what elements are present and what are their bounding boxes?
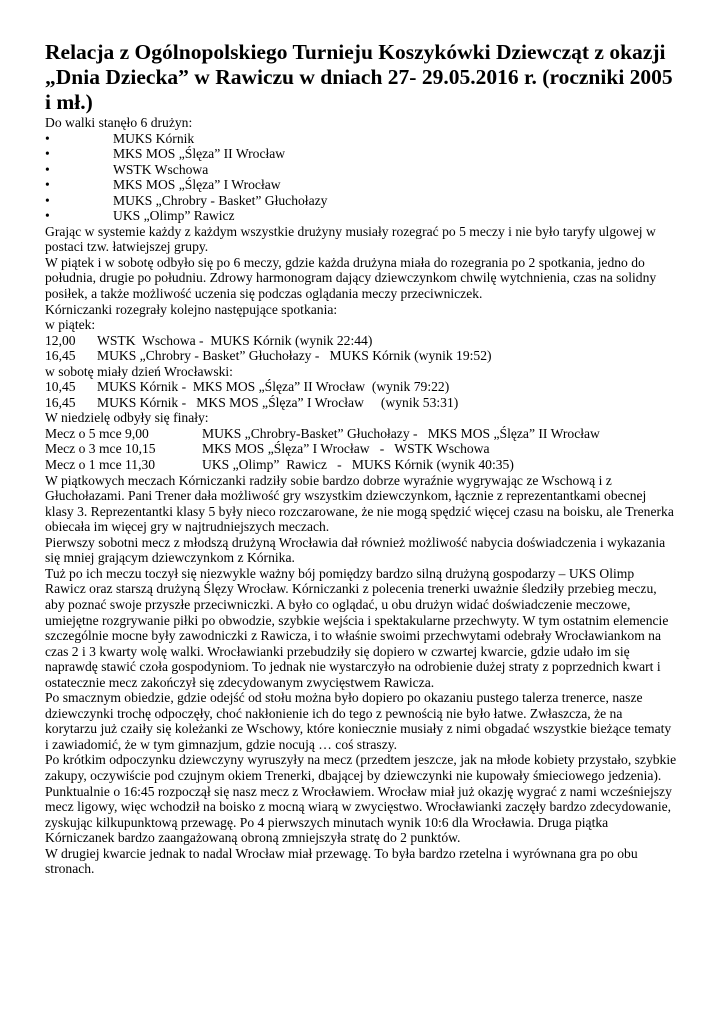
friday-label: w piątek: — [45, 317, 96, 333]
match-row — [45, 395, 677, 411]
final-text: MKS MOS „Ślęza” I Wrocław - WSTK Wschowa — [202, 441, 490, 457]
team-name: UKS „Olimp” Rawicz — [113, 208, 235, 224]
paragraph-2: Pierwszy sobotni mecz z młodszą drużyną Wrocławia dał również możliwość nabycia doświadczenia i wykazania się mniej grającym dziewczynkom z Kórnika. — [45, 534, 666, 566]
team-item — [45, 162, 677, 178]
paragraph-4: Po smacznym obiedzie, gdzie odejść od stołu można było dopiero po okazaniu pustego talerza trenerce, nasze dziewczynki trochę odpoczęły, choć nakłonienie ich do tego z pewnością nie było łatwe. Zwłaszcza, że na korytarzu już czaiły się koleżanki ze Wschowy, które koniecznie musiały z nimi obgadać wszystkie bieżące tematy i zawiadomić, że w tym gimnazjum, gdzie nocują … coś straszy. — [45, 690, 672, 752]
final-label: Mecz o 1 mce 11,30 — [45, 457, 156, 473]
team-item — [45, 177, 677, 193]
bullet-icon: • — [45, 130, 50, 146]
finals-list — [45, 426, 677, 473]
paragraph-5: Po krótkim odpoczynku dziewczyny wyruszyły na mecz (przedtem jeszcze, jak na młode kobiety przystało, szybkie zakupy, oczywiście pod czujnym okiem Trenerki, dbającej by dziewczynki nie kupowały śmieciowego jedzenia). — [45, 752, 677, 783]
team-name: MUKS Kórnik — [113, 130, 195, 146]
sunday-label: W niedzielę odbyły się finały: — [45, 410, 209, 426]
match-time: 12,00 — [45, 332, 76, 348]
team-item — [45, 131, 677, 147]
team-item — [45, 193, 677, 209]
match-text: MUKS „Chrobry - Basket” Głuchołazy - MUKS Kórnik (wynik 19:52) — [97, 348, 492, 364]
team-item — [45, 146, 677, 162]
match-time: 16,45 — [45, 394, 76, 410]
match-time: 10,45 — [45, 379, 76, 395]
match-row — [45, 379, 677, 395]
paragraph-3: Tuż po ich meczu toczył się niezwykle ważny bój pomiędzy bardzo silną drużyną gospodarzy – UKS Olimp Rawicz oraz starszą drużyną Ślęzy Wrocław. Kórniczanki z polecenia trenerki uważnie śledziły przebieg meczu, aby poznać swoje przyszłe przeciwniczki. A było co oglądać, u obu drużyn widać doświadczenie meczowe, umiejętne rozgrywanie piłki po obwodzie, szybkie wejścia i spektakularne przechwyty. W tym ostatnim elemencie szczególnie mocne były zawodniczki z Rawicza, i to właśnie swoimi przechwytami odebrały Wrocławiankom na czas 2 i 3 kwarty wolę walki. Wrocławianki przebudziły się dopiero w czwartej kwarcie, gdzie udało im się naprawdę stawić czoła gospodyniom. To jednak nie wystarczyło na odrobienie dużej straty z poprzednich kwart i ostatecznie mecz zakończył się zdecydowanym zwycięstwem Rawicza. — [45, 565, 669, 690]
final-row — [45, 457, 677, 473]
paragraph-games-intro: Kórniczanki rozegrały kolejno następujące spotkania: — [45, 301, 338, 317]
paragraph-6: Punktualnie o 16:45 rozpoczął się nasz mecz z Wrocławiem. Wrocław miał już okazję wygrać z nami wcześniejszy mecz ligowy, więc wchodził na boisko z mocną wiarą w zwycięstwo. Wrocławianki zaczęły bardzo zdecydowanie, zyskując kilkupunktową przewagę. Po 4 pierwszych minutach wynik 10:6 dla Wrocławia. Druga piątka Kórniczanek bardzo zaangażowaną obroną zmniejszyła stratę do 2 punktów. — [45, 783, 672, 846]
match-text: MUKS Kórnik - MKS MOS „Ślęza” II Wrocław (wynik 79:22) — [97, 379, 450, 395]
final-label: Mecz o 5 mce 9,00 — [45, 425, 149, 441]
bullet-icon: • — [45, 177, 50, 193]
team-name: MKS MOS „Ślęza” I Wrocław — [113, 177, 281, 193]
document-title: Relacja z Ogólnopolskiego Turnieju Koszykówki Dziewcząt z okazji „Dnia Dziecka” w Rawiczu w dniach 27- 29.05.2016 r. (roczniki 2005 i mł.) — [45, 40, 673, 114]
final-row — [45, 426, 677, 442]
saturday-matches — [45, 379, 677, 410]
match-row — [45, 348, 677, 364]
paragraph-schedule: W piątek i w sobotę odbyło się po 6 meczy, gdzie każda drużyna miała do rozegrania po 2 spotkania, jedno do południa, drugie po południu. Zdrowy harmonogram dający dziewczynkom chwilę wytchnienia, czas na solidny posiłek, a także możliwość uczenia się podczas oglądania meczy przeciwniczek. — [45, 254, 657, 302]
match-time: 16,45 — [45, 348, 76, 364]
paragraph-1: W piątkowych meczach Kórniczanki radziły sobie bardzo dobrze wyraźnie wygrywając ze Wschową i z Głuchołazami. Pani Trener dała możliwość gry wszystkim dziewczynkom, łącznie z reprezentantkami obecnej klasy 3. Reprezentantki klasy 5 były nieco rozczarowane, że nie mogą spędzić więcej czasu na boisku, ale Trenerka obiecała im więcej gry w najtrudniejszych meczach. — [45, 472, 674, 535]
bullet-icon: • — [45, 192, 50, 208]
paragraph-system: Grając w systemie każdy z każdym wszystkie drużyny musiały rozegrać po 5 meczy i nie było taryfy ulgowej w postaci tzw. łatwiejszej grupy. — [45, 223, 656, 255]
friday-matches — [45, 333, 677, 364]
bullet-icon: • — [45, 208, 50, 224]
saturday-label: w sobotę miały dzień Wrocławski: — [45, 363, 233, 379]
match-text: MUKS Kórnik - MKS MOS „Ślęza” I Wrocław (wynik 53:31) — [97, 394, 459, 410]
teams-list — [45, 131, 677, 224]
team-name: MUKS „Chrobry - Basket” Głuchołazy — [113, 192, 328, 208]
team-name: WSTK Wschowa — [113, 161, 209, 177]
final-text: MUKS „Chrobry-Basket” Głuchołazy - MKS MOS „Ślęza” II Wrocław — [202, 425, 600, 441]
match-row — [45, 333, 677, 349]
bullet-icon: • — [45, 146, 50, 162]
intro-line: Do walki stanęło 6 drużyn: — [45, 115, 193, 130]
paragraph-7: W drugiej kwarcie jednak to nadal Wrocław miał przewagę. To była bardzo rzetelna i wyrównana gra po obu stronach. — [45, 845, 638, 877]
team-name: MKS MOS „Ślęza” II Wrocław — [113, 146, 286, 162]
team-item — [45, 208, 677, 224]
final-row — [45, 441, 677, 457]
final-label: Mecz o 3 mce 10,15 — [45, 441, 156, 457]
bullet-icon: • — [45, 161, 50, 177]
match-text: WSTK Wschowa - MUKS Kórnik (wynik 22:44) — [97, 332, 373, 348]
final-text: UKS „Olimp” Rawicz - MUKS Kórnik (wynik 40:35) — [202, 457, 514, 473]
